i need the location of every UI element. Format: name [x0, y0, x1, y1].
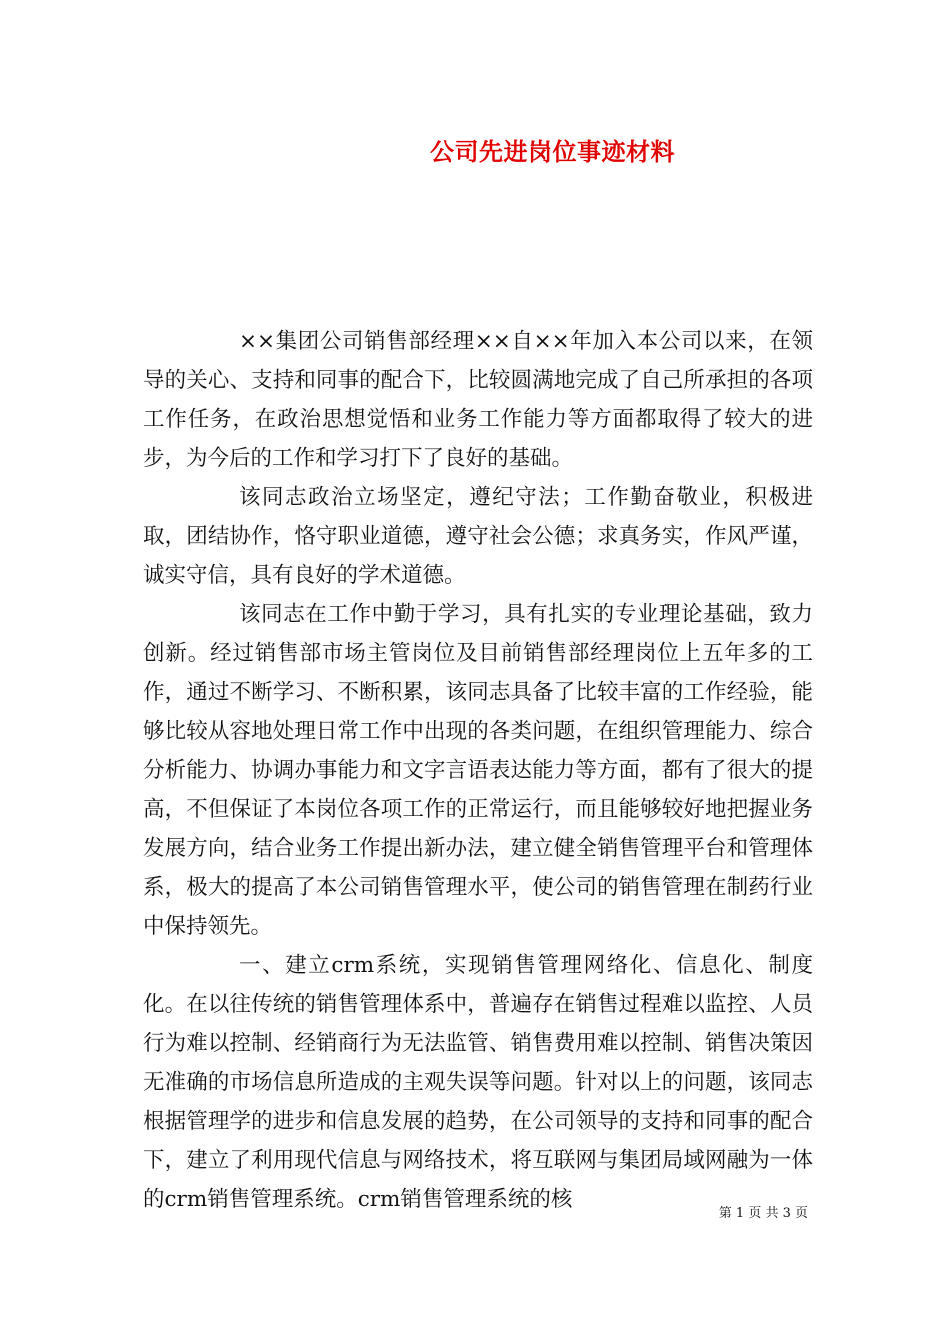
document-title: 公司先进岗位事迹材料 [430, 137, 675, 166]
page-number: 第 1 页 共 3 页 [718, 1206, 808, 1221]
paragraph-crm-system: 一、建立crm系统，实现销售管理网络化、信息化、制度化。在以往传统的销售管理体系中，普遍存在销售过程难以监控、人员行为难以控制、经销商行为无法监管、销售费用难以控制、销售决策因无准确的市场信息所造成的主观失误等问题。针对以上的问题，该同志根据管理学的进步和信息发展的趋势，在公司领导的支持和同事的配合下，建立了利用现代信息与网络技术，将互联网与集团局域网融为一体的crm销售管理系统。crm销售管理系统的核 [143, 953, 813, 1212]
paragraph-political-stance: 该同志政治立场坚定，遵纪守法；工作勤奋敬业，积极进取，团结协作，恪守职业道德，遵守社会公德；求真务实，作风严谨，诚实守信，具有良好的学术道德。 [143, 485, 813, 588]
paragraph-work-ability: 该同志在工作中勤于学习，具有扎实的专业理论基础，致力创新。经过销售部市场主管岗位及目前销售部经理岗位上五年多的工作，通过不断学习、不断积累，该同志具备了比较丰富的工作经验，能够比较从容地处理日常工作中出现的各类问题，在组织管理能力、综合分析能力、协调办事能力和文字言语表达能力等方面，都有了很大的提高，不但保证了本岗位各项工作的正常运行，而且能够较好地把握业务发展方向，结合业务工作提出新办法，建立健全销售管理平台和管理体系，极大的提高了本公司销售管理水平，使公司的销售管理在制药行业中保持领先。 [143, 602, 813, 939]
paragraph-intro: ××集团公司销售部经理××自××年加入本公司以来，在领导的关心、支持和同事的配合下，比较圆满地完成了自己所承担的各项工作任务，在政治思想觉悟和业务工作能力等方面都取得了较大的进步，为今后的工作和学习打下了良好的基础。 [143, 329, 813, 471]
document-body [143, 322, 813, 1219]
